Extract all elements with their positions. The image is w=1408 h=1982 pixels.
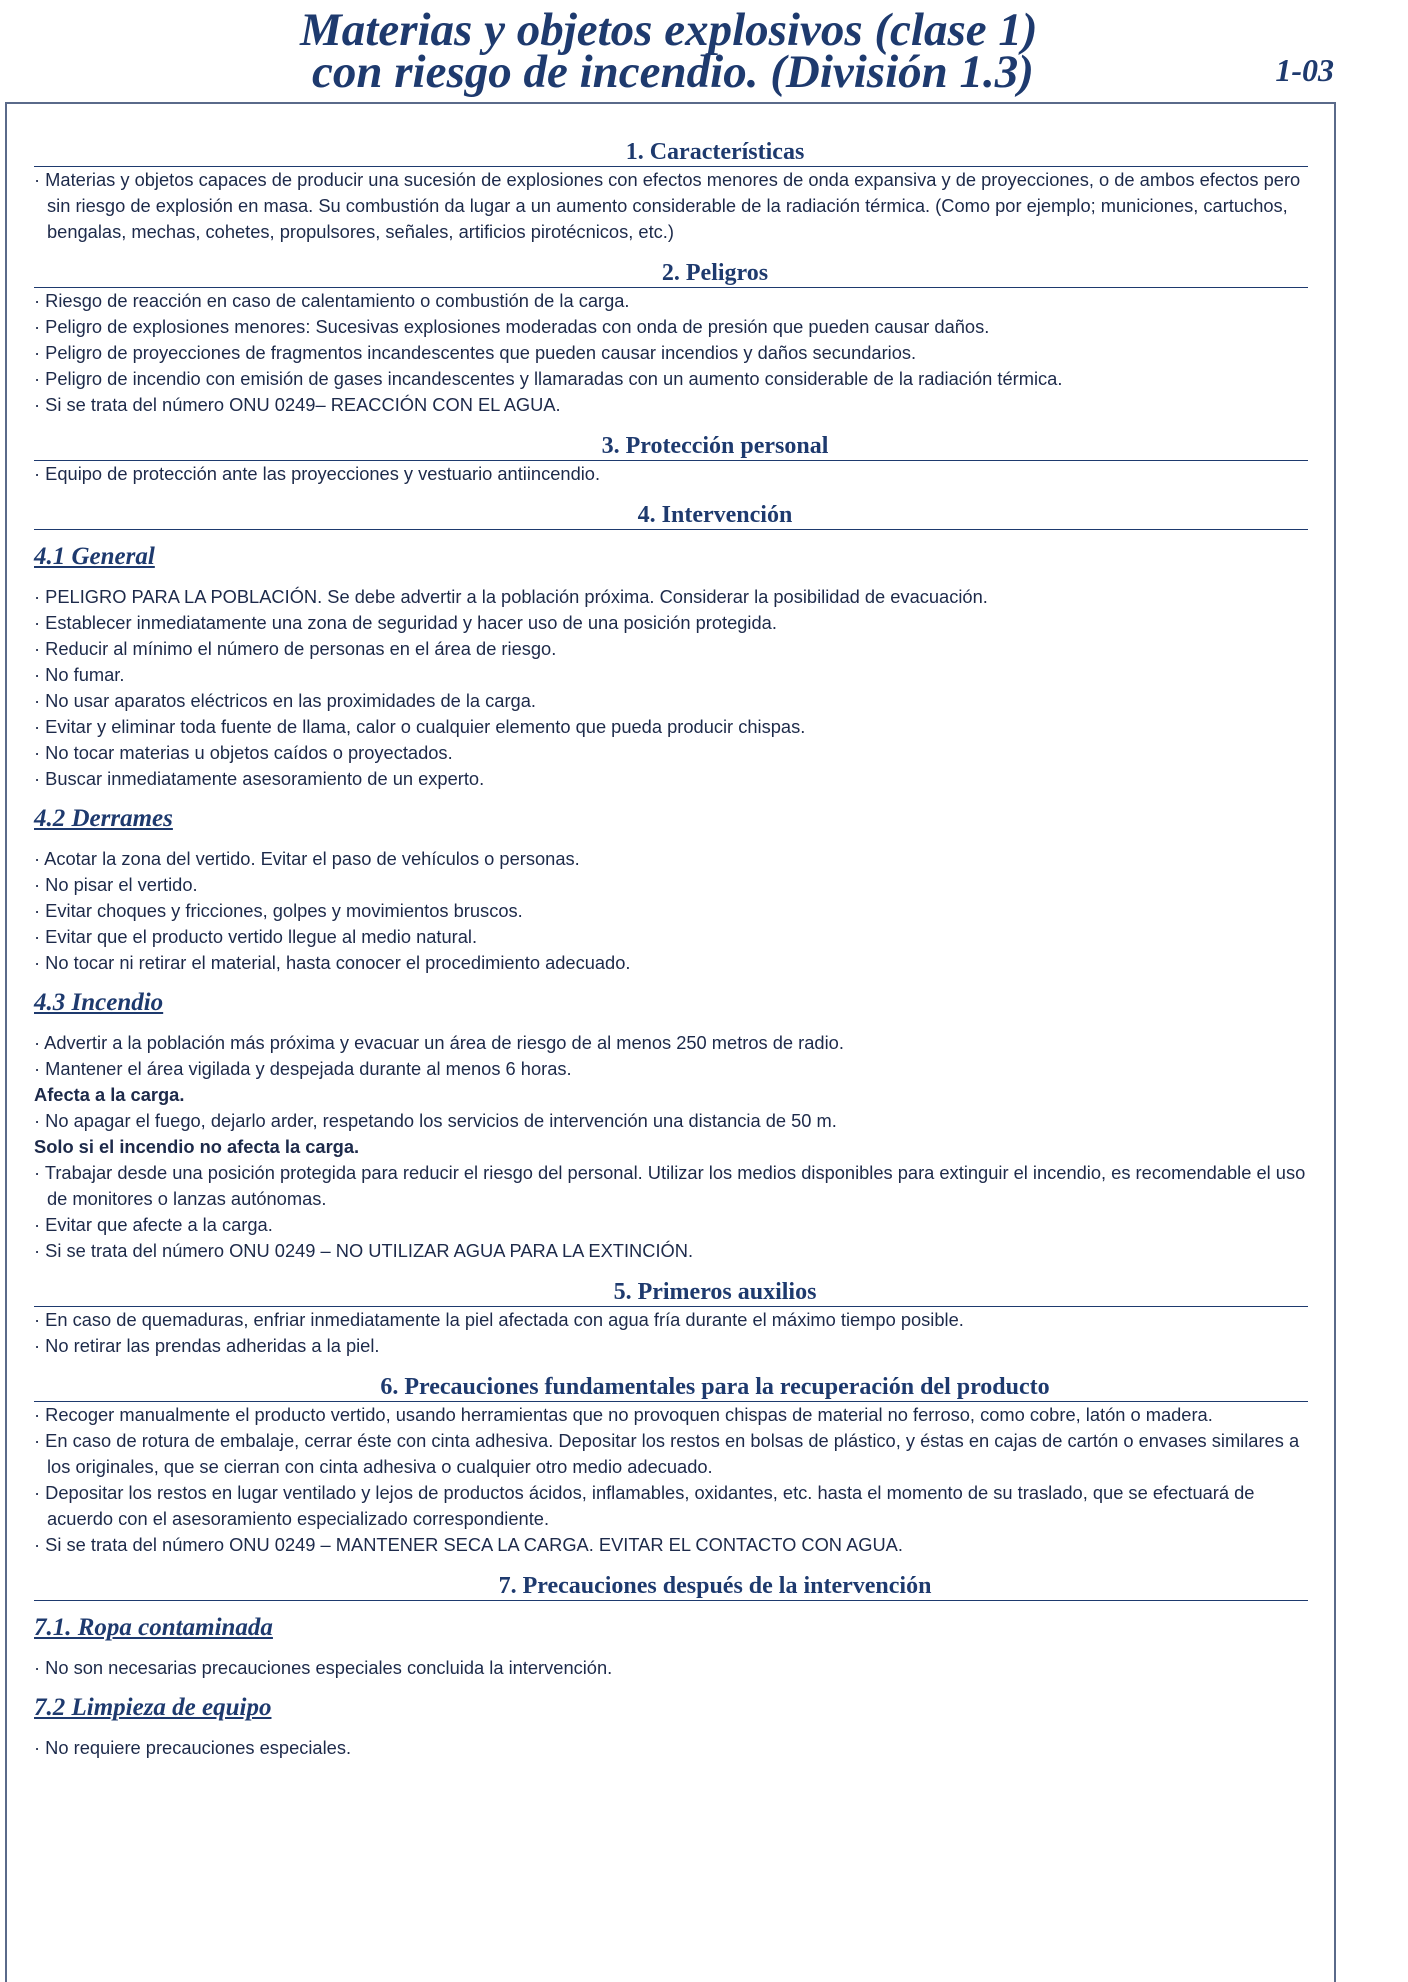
bold-note: Solo si el incendio no afecta la carga. bbox=[34, 1136, 360, 1157]
title-line-2: con riesgo de incendio. (División 1.3) bbox=[312, 46, 1034, 98]
section-caracteristicas bbox=[34, 138, 1308, 245]
list-item: · Reducir al mínimo el número de personas en el área de riesgo. bbox=[34, 636, 1308, 662]
item-list bbox=[34, 1402, 1308, 1558]
item-list bbox=[34, 1307, 1308, 1359]
list-item: · En caso de quemaduras, enfriar inmediatamente la piel afectada con agua fría durante el máximo tiempo posible. bbox=[34, 1307, 1308, 1333]
item-list bbox=[34, 1030, 1308, 1082]
item-list bbox=[34, 167, 1308, 245]
section-precauciones-despues bbox=[34, 1572, 1308, 1761]
list-item: · No tocar ni retirar el material, hasta conocer el procedimiento adecuado. bbox=[34, 950, 1308, 976]
section-peligros bbox=[34, 259, 1308, 418]
item-list bbox=[34, 288, 1308, 418]
list-item: · No requiere precauciones especiales. bbox=[34, 1735, 1308, 1761]
subsection-title-derrames: 4.2 Derrames bbox=[34, 805, 173, 832]
section-title: 5. Primeros auxilios bbox=[34, 1278, 1308, 1307]
item-list bbox=[34, 461, 1308, 487]
item-list bbox=[34, 846, 1308, 976]
subsection-title-limpieza: 7.2 Limpieza de equipo bbox=[34, 1694, 272, 1721]
section-title: 6. Precauciones fundamentales para la recuperación del producto bbox=[34, 1373, 1308, 1402]
list-item: · Si se trata del número ONU 0249– REACCIÓN CON EL AGUA. bbox=[34, 392, 1308, 418]
list-item: · No son necesarias precauciones especiales concluida la intervención. bbox=[34, 1655, 1308, 1681]
list-item: · Recoger manualmente el producto vertido, usando herramientas que no provoquen chispas de material no ferroso, como cobre, latón o madera. bbox=[34, 1402, 1308, 1428]
list-item: · Si se trata del número ONU 0249 – MANTENER SECA LA CARGA. EVITAR EL CONTACTO CON AGUA. bbox=[34, 1532, 1308, 1558]
list-item: · Depositar los restos en lugar ventilado y lejos de productos ácidos, inflamables, oxidantes, etc. hasta el momento de su traslado, que se efectuará de acuerdo con el asesoramiento especializado correspondiente. bbox=[34, 1480, 1308, 1532]
list-item: · No fumar. bbox=[34, 662, 1308, 688]
sheet-code: 1-03 bbox=[1275, 52, 1334, 88]
subsection-title-ropa: 7.1. Ropa contaminada bbox=[34, 1614, 273, 1641]
item-list bbox=[34, 1160, 1308, 1264]
list-item: · Evitar choques y fricciones, golpes y movimientos bruscos. bbox=[34, 898, 1308, 924]
list-item: · Advertir a la población más próxima y evacuar un área de riesgo de al menos 250 metros de radio. bbox=[34, 1030, 1308, 1056]
list-item: · Si se trata del número ONU 0249 – NO UTILIZAR AGUA PARA LA EXTINCIÓN. bbox=[34, 1238, 1308, 1264]
list-item: · En caso de rotura de embalaje, cerrar éste con cinta adhesiva. Depositar los restos en bolsas de plástico, y éstas en cajas de cartón o envases similares a los originales, que se cierran con cinta adhesiva o cualquier otro medio adecuado. bbox=[34, 1428, 1308, 1480]
list-item: · Peligro de explosiones menores: Sucesivas explosiones moderadas con onda de presión que pueden causar daños. bbox=[34, 314, 1308, 340]
document-body bbox=[34, 138, 1308, 1775]
list-item: · Equipo de protección ante las proyecciones y vestuario antiincendio. bbox=[34, 461, 1308, 487]
item-list bbox=[34, 1108, 1308, 1134]
list-item: · No pisar el vertido. bbox=[34, 872, 1308, 898]
list-item: · Peligro de proyecciones de fragmentos incandescentes que pueden causar incendios y daños secundarios. bbox=[34, 340, 1308, 366]
section-title: 4. Intervención bbox=[34, 501, 1308, 530]
subsection-title-general: 4.1 General bbox=[34, 543, 155, 570]
list-item: · Trabajar desde una posición protegida para reducir el riesgo del personal. Utilizar los medios disponibles para extinguir el incendio, es recomendable el uso de monitores o lanzas autónomas. bbox=[34, 1160, 1308, 1212]
section-title: 2. Peligros bbox=[34, 259, 1308, 288]
bold-note: Afecta a la carga. bbox=[34, 1084, 185, 1105]
list-item: · Evitar que el producto vertido llegue al medio natural. bbox=[34, 924, 1308, 950]
section-primeros-auxilios bbox=[34, 1278, 1308, 1359]
subsection-title-incendio: 4.3 Incendio bbox=[34, 989, 164, 1016]
list-item: · Buscar inmediatamente asesoramiento de un experto. bbox=[34, 766, 1308, 792]
list-item: · Mantener el área vigilada y despejada durante al menos 6 horas. bbox=[34, 1056, 1308, 1082]
list-item: · Materias y objetos capaces de producir una sucesión de explosiones con efectos menores de onda expansiva y de proyecciones, o de ambos efectos pero sin riesgo de explosión en masa. Su combustión da lugar a un aumento considerable de la radiación térmica. (Como por ejemplo; municiones, cartuchos, bengalas, mechas, cohetes, propulsores, señales, artificios pirotécnicos, etc.) bbox=[34, 167, 1308, 245]
list-item: · Evitar y eliminar toda fuente de llama, calor o cualquier elemento que pueda producir chispas. bbox=[34, 714, 1308, 740]
list-item: · Evitar que afecte a la carga. bbox=[34, 1212, 1308, 1238]
section-proteccion-personal bbox=[34, 432, 1308, 487]
list-item: · No usar aparatos eléctricos en las proximidades de la carga. bbox=[34, 688, 1308, 714]
section-precauciones-recuperacion bbox=[34, 1373, 1308, 1558]
list-item: · PELIGRO PARA LA POBLACIÓN. Se debe advertir a la población próxima. Considerar la posibilidad de evacuación. bbox=[34, 584, 1308, 610]
list-item: · Riesgo de reacción en caso de calentamiento o combustión de la carga. bbox=[34, 288, 1308, 314]
list-item: · No apagar el fuego, dejarlo arder, respetando los servicios de intervención una distancia de 50 m. bbox=[34, 1108, 1308, 1134]
item-list bbox=[34, 1735, 1308, 1761]
title-line-1: Materias y objetos explosivos (clase 1) bbox=[300, 4, 1038, 56]
section-intervencion bbox=[34, 501, 1308, 1264]
section-title: 1. Características bbox=[34, 138, 1308, 167]
section-title: 3. Protección personal bbox=[34, 432, 1308, 461]
list-item: · No tocar materias u objetos caídos o proyectados. bbox=[34, 740, 1308, 766]
item-list bbox=[34, 1655, 1308, 1681]
section-title: 7. Precauciones después de la intervención bbox=[34, 1572, 1308, 1601]
list-item: · No retirar las prendas adheridas a la piel. bbox=[34, 1333, 1308, 1359]
item-list bbox=[34, 584, 1308, 792]
list-item: · Peligro de incendio con emisión de gases incandescentes y llamaradas con un aumento considerable de la radiación térmica. bbox=[34, 366, 1308, 392]
page-header bbox=[0, 0, 1408, 104]
list-item: · Establecer inmediatamente una zona de seguridad y hacer uso de una posición protegida. bbox=[34, 610, 1308, 636]
list-item: · Acotar la zona del vertido. Evitar el paso de vehículos o personas. bbox=[34, 846, 1308, 872]
